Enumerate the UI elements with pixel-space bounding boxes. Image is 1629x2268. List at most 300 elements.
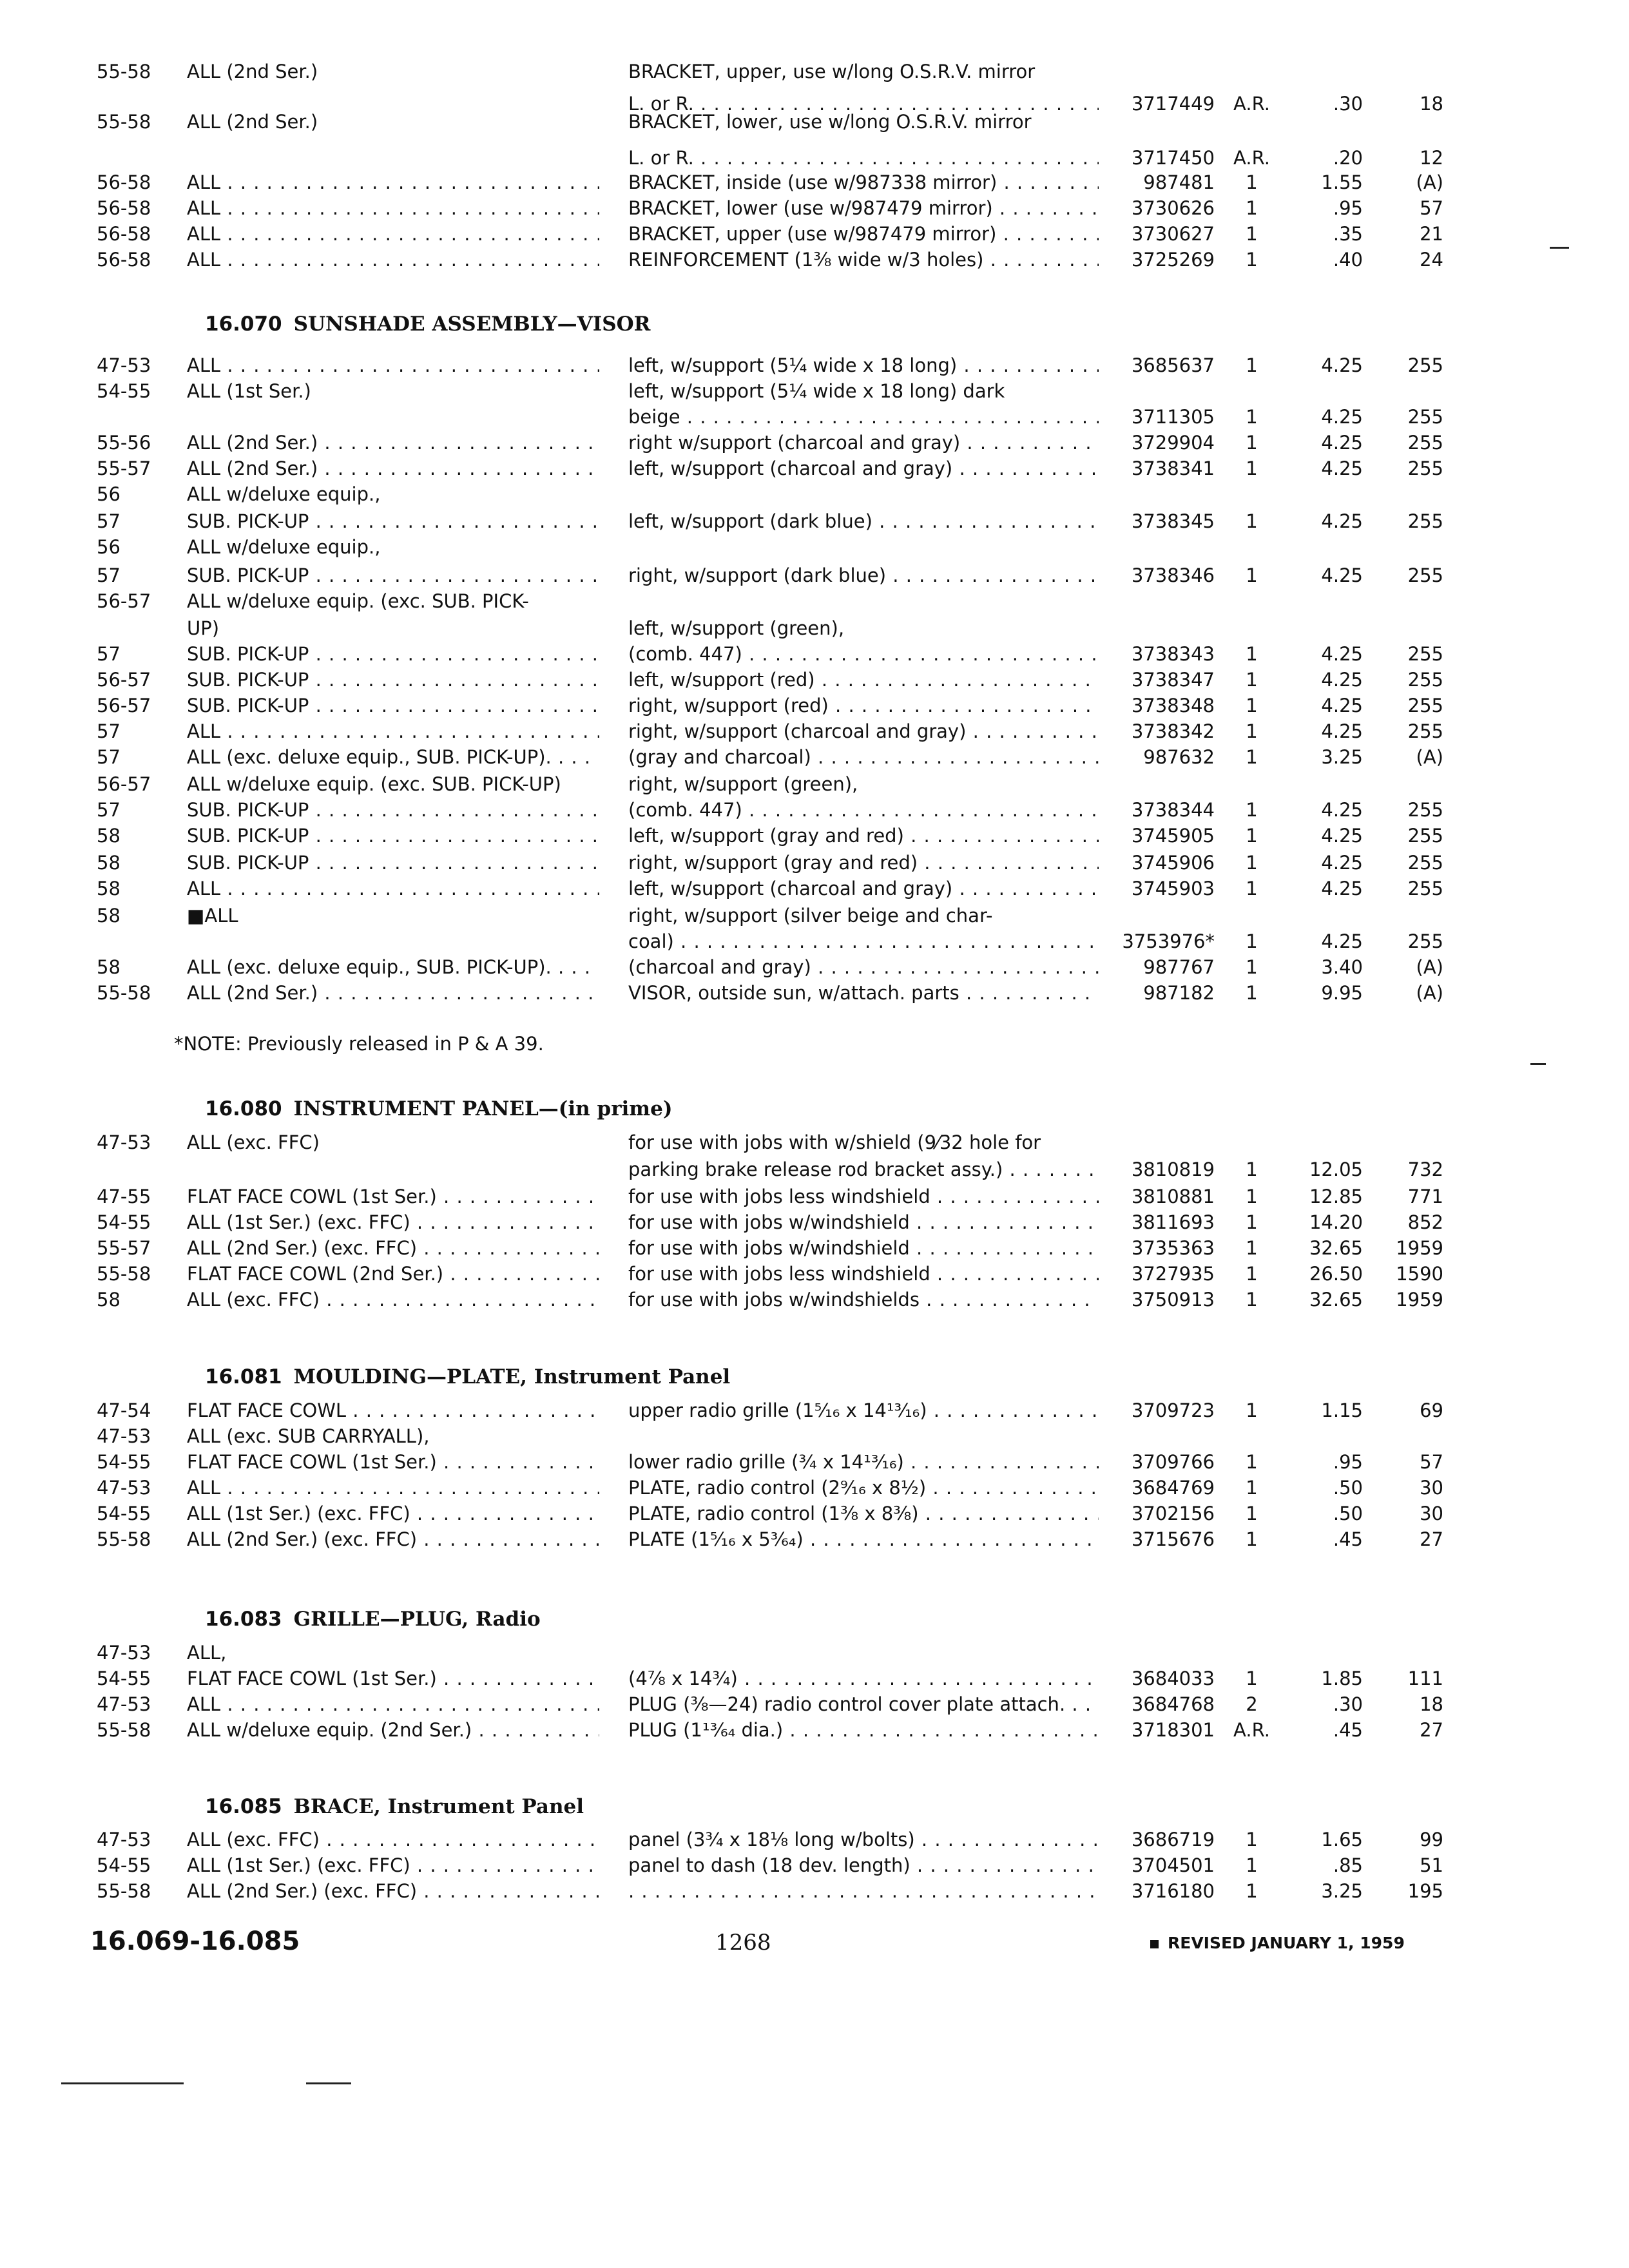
table-row	[0, 1826, 1629, 1853]
description-cell: panel (3¾ x 18⅛ long w/bolts) . . .	[628, 1826, 1099, 1853]
flat-rate-cell: (A)	[1416, 746, 1443, 768]
section-heading: 16.070 SUNSHADE ASSEMBLY—VISOR	[205, 312, 651, 336]
model-years-cell: 55-57	[97, 457, 151, 479]
quantity-cell: 1	[1246, 249, 1258, 271]
model-years-cell: 56-58	[97, 197, 151, 219]
description-cell: for use with jobs with w/shield (9⁄32 hole for	[628, 1131, 1041, 1153]
price-cell: .30	[1333, 93, 1363, 115]
flat-rate-cell: 111	[1407, 1667, 1443, 1689]
flat-rate-cell: 27	[1420, 1719, 1443, 1741]
description-cell: left, w/support (5¼ wide x 18 long) . . .	[628, 352, 1099, 379]
model-years-cell: 55-58	[97, 982, 151, 1004]
price-cell: 4.25	[1321, 643, 1363, 665]
description-cell: parking brake release rod bracket assy.) . . .	[628, 1156, 1099, 1183]
model-years-cell: 55-58	[97, 1263, 151, 1285]
table-row	[0, 195, 1629, 222]
model-years-cell: 57	[97, 643, 120, 665]
model-years-cell: 57	[97, 510, 120, 532]
model-cell: ALL . . .	[187, 718, 599, 745]
model-cell: FLAT FACE COWL . . .	[187, 1397, 599, 1424]
description-cell: (4⅞ x 14¾) . . .	[628, 1665, 1099, 1692]
description-cell: lower radio grille (¾ x 14¹³⁄₁₆) . . .	[628, 1448, 1099, 1475]
description-cell: left, w/support (dark blue) . . .	[628, 508, 1099, 535]
model-cell: ALL (2nd Ser.) (exc. FFC) . . .	[187, 1235, 599, 1262]
table-row	[0, 588, 1629, 615]
quantity-cell: 1	[1246, 1528, 1258, 1550]
quantity-cell: 1	[1246, 799, 1258, 821]
table-row	[0, 1260, 1629, 1287]
price-cell: 4.25	[1321, 354, 1363, 376]
table-row	[0, 979, 1629, 1006]
quantity-cell: 1	[1246, 432, 1258, 454]
quantity-cell: 1	[1246, 1211, 1258, 1233]
description-cell: right, w/support (silver beige and char-	[628, 905, 993, 927]
model-years-cell: 55-57	[97, 1237, 151, 1259]
part-number-cell: 3718301	[1131, 1719, 1215, 1741]
model-years-cell: 55-58	[97, 111, 151, 133]
quantity-cell: 1	[1246, 720, 1258, 742]
footnote: *NOTE: Previously released in P & A 39.	[174, 1033, 544, 1055]
table-row	[0, 849, 1629, 876]
table-row	[0, 771, 1629, 798]
part-number-cell: 3717450	[1131, 147, 1215, 169]
model-cell: ALL (2nd Ser.) . . .	[187, 455, 599, 482]
table-row	[0, 1526, 1629, 1553]
table-row	[0, 928, 1629, 955]
price-cell: .35	[1333, 223, 1363, 245]
part-number-cell: 3729904	[1131, 432, 1215, 454]
price-cell: 32.65	[1309, 1237, 1363, 1259]
description-cell: PLUG (⅜—24) radio control cover plate attach. . . .	[628, 1691, 1099, 1718]
description-cell: L. or R. . . .	[628, 144, 1099, 171]
flat-rate-cell: 255	[1407, 669, 1443, 691]
description-cell: L. or R. . . .	[628, 90, 1099, 117]
flat-rate-cell: 255	[1407, 930, 1443, 952]
model-years-cell: 56-57	[97, 669, 151, 691]
price-cell: 12.05	[1309, 1158, 1363, 1180]
part-number-cell: 987632	[1143, 746, 1215, 768]
flat-rate-cell: 1590	[1396, 1263, 1443, 1285]
description-cell: PLUG (1¹³⁄₆₄ dia.) . . .	[628, 1716, 1099, 1744]
quantity-cell: 1	[1246, 1854, 1258, 1876]
part-number-cell: 3686719	[1131, 1829, 1215, 1850]
section-heading: 16.085 BRACE, Instrument Panel	[205, 1795, 584, 1818]
table-row	[0, 1691, 1629, 1718]
flat-rate-cell: (A)	[1416, 982, 1443, 1004]
price-cell: 14.20	[1309, 1211, 1363, 1233]
model-cell: SUB. PICK-UP . . .	[187, 640, 599, 668]
table-row	[0, 533, 1629, 561]
quantity-cell: 1	[1246, 643, 1258, 665]
model-cell: ALL (2nd Ser.) . . .	[187, 429, 599, 456]
model-cell: ALL (1st Ser.) (exc. FFC) . . .	[187, 1852, 599, 1879]
flat-rate-cell: 255	[1407, 406, 1443, 428]
description-cell: coal) . . .	[628, 928, 1099, 955]
description-cell: left, w/support (gray and red) . . .	[628, 822, 1099, 849]
model-cell: ALL w/deluxe equip.,	[187, 536, 381, 558]
model-cell: ALL (2nd Ser.) . . .	[187, 979, 599, 1006]
description-cell: left, w/support (charcoal and gray) . . .	[628, 875, 1099, 902]
model-years-cell: 58	[97, 852, 120, 874]
price-cell: 1.15	[1321, 1399, 1363, 1421]
price-cell: 4.25	[1321, 878, 1363, 899]
model-years-cell: 54-55	[97, 1667, 151, 1689]
part-number-cell: 3738343	[1131, 643, 1215, 665]
part-number-cell: 3745906	[1131, 852, 1215, 874]
part-number-cell: 3716180	[1131, 1880, 1215, 1902]
price-cell: 9.95	[1321, 982, 1363, 1004]
model-cell: ALL . . .	[187, 1691, 599, 1718]
part-number-cell: 3709723	[1131, 1399, 1215, 1421]
quantity-cell: 1	[1246, 406, 1258, 428]
model-cell: FLAT FACE COWL (2nd Ser.) . . .	[187, 1260, 599, 1287]
table-row	[0, 1235, 1629, 1262]
part-number-cell: 3810881	[1131, 1186, 1215, 1207]
table-row	[0, 1423, 1629, 1450]
model-years-cell: 55-58	[97, 1880, 151, 1902]
table-row	[0, 954, 1629, 981]
price-cell: 1.65	[1321, 1829, 1363, 1850]
part-number-cell: 987767	[1143, 956, 1215, 978]
model-years-cell: 47-53	[97, 1693, 151, 1715]
flat-rate-cell: 255	[1407, 720, 1443, 742]
quantity-cell: 1	[1246, 223, 1258, 245]
part-number-cell: 3735363	[1131, 1237, 1215, 1259]
model-cell: ALL (2nd Ser.)	[187, 61, 318, 82]
description-cell: left, w/support (green),	[628, 617, 845, 639]
model-cell: ■ALL	[187, 905, 238, 927]
description-cell: right, w/support (dark blue) . . .	[628, 562, 1099, 589]
price-cell: 3.40	[1321, 956, 1363, 978]
table-row	[0, 58, 1629, 85]
model-years-cell: 56-58	[97, 171, 151, 193]
model-years-cell: 47-53	[97, 1477, 151, 1499]
quantity-cell: 1	[1246, 1158, 1258, 1180]
price-cell: 3.25	[1321, 1880, 1363, 1902]
model-cell: FLAT FACE COWL (1st Ser.) . . .	[187, 1183, 599, 1210]
quantity-cell: 1	[1246, 1289, 1258, 1311]
model-years-cell: 56-57	[97, 695, 151, 716]
table-row	[0, 455, 1629, 482]
table-row	[0, 1129, 1629, 1156]
part-number-cell: 3750913	[1131, 1289, 1215, 1311]
quantity-cell: 1	[1246, 695, 1258, 716]
part-number-cell: 3738341	[1131, 457, 1215, 479]
price-cell: 3.25	[1321, 746, 1363, 768]
model-years-cell: 47-55	[97, 1186, 151, 1207]
price-cell: .40	[1333, 249, 1363, 271]
model-years-cell: 54-55	[97, 1451, 151, 1473]
revision-marker-icon	[1150, 1940, 1159, 1948]
part-number-cell: 3684768	[1131, 1693, 1215, 1715]
description-cell: upper radio grille (1⁵⁄₁₆ x 14¹³⁄₁₆) . . .	[628, 1397, 1099, 1424]
description-cell: BRACKET, upper, use w/long O.S.R.V. mirror	[628, 61, 1036, 82]
part-number-cell: 3745905	[1131, 825, 1215, 847]
model-cell: ALL (exc. FFC) . . .	[187, 1826, 599, 1853]
part-number-cell: 3684033	[1131, 1667, 1215, 1689]
model-cell: ALL (exc. FFC)	[187, 1131, 320, 1153]
part-number-cell: 3711305	[1131, 406, 1215, 428]
price-cell: .45	[1333, 1528, 1363, 1550]
flat-rate-cell: 69	[1420, 1399, 1443, 1421]
model-years-cell: 58	[97, 1289, 120, 1311]
scan-mark	[306, 2082, 351, 2084]
flat-rate-cell: 30	[1420, 1503, 1443, 1524]
quantity-cell: A.R.	[1233, 93, 1270, 115]
description-cell: for use with jobs less windshield . . .	[628, 1260, 1099, 1287]
price-cell: 4.25	[1321, 406, 1363, 428]
quantity-cell: 1	[1246, 510, 1258, 532]
table-row	[0, 220, 1629, 247]
model-years-cell: 47-53	[97, 1642, 151, 1664]
scan-mark	[61, 2082, 184, 2084]
flat-rate-cell: 1959	[1396, 1289, 1443, 1311]
model-years-cell: 58	[97, 878, 120, 899]
description-cell: left, w/support (red) . . .	[628, 666, 1099, 693]
description-cell: BRACKET, upper (use w/987479 mirror) . . .	[628, 220, 1099, 247]
price-cell: 4.25	[1321, 432, 1363, 454]
model-cell: SUB. PICK-UP . . .	[187, 692, 599, 719]
table-row	[0, 1474, 1629, 1501]
description-cell: left, w/support (charcoal and gray) . . .	[628, 455, 1099, 482]
quantity-cell: 1	[1246, 171, 1258, 193]
flat-rate-cell: 195	[1407, 1880, 1443, 1902]
model-cell: ALL (2nd Ser.)	[187, 111, 318, 133]
flat-rate-cell: 255	[1407, 643, 1443, 665]
description-cell: right, w/support (gray and red) . . .	[628, 849, 1099, 876]
table-row	[0, 615, 1629, 642]
part-number-cell: 3717449	[1131, 93, 1215, 115]
table-row	[0, 1500, 1629, 1527]
model-cell: ALL (exc. deluxe equip., SUB. PICK-UP). . . .	[187, 744, 599, 771]
model-years-cell: 57	[97, 564, 120, 586]
part-number-cell: 3730627	[1131, 223, 1215, 245]
part-number-cell: 3745903	[1131, 878, 1215, 899]
table-row	[0, 1156, 1629, 1183]
table-row	[0, 1665, 1629, 1692]
quantity-cell: 1	[1246, 982, 1258, 1004]
quantity-cell: 2	[1246, 1693, 1258, 1715]
description-cell: PLATE (1⁵⁄₁₆ x 5³⁄₆₄) . . .	[628, 1526, 1099, 1553]
table-row	[0, 429, 1629, 456]
description-cell: REINFORCEMENT (1⅜ wide w/3 holes) . . .	[628, 246, 1099, 273]
model-years-cell: 56-57	[97, 773, 151, 795]
model-cell: SUB. PICK-UP . . .	[187, 849, 599, 876]
model-cell: ALL w/deluxe equip. (exc. SUB. PICK-	[187, 590, 529, 612]
flat-rate-cell: 51	[1420, 1854, 1443, 1876]
model-cell: ALL w/deluxe equip.,	[187, 483, 381, 505]
flat-rate-cell: 255	[1407, 510, 1443, 532]
table-row	[0, 1183, 1629, 1210]
part-number-cell: 3811693	[1131, 1211, 1215, 1233]
description-cell: right, w/support (charcoal and gray) . . .	[628, 718, 1099, 745]
model-cell: ALL (exc. SUB CARRYALL),	[187, 1425, 430, 1447]
model-cell: ALL (exc. deluxe equip., SUB. PICK-UP). . . .	[187, 954, 599, 981]
model-cell: UP)	[187, 617, 220, 639]
model-cell: ALL (1st Ser.) (exc. FFC) . . .	[187, 1500, 599, 1527]
table-row	[0, 403, 1629, 430]
model-cell: ALL . . .	[187, 352, 599, 379]
quantity-cell: 1	[1246, 746, 1258, 768]
model-cell: ALL . . .	[187, 1474, 599, 1501]
model-years-cell: 54-55	[97, 1211, 151, 1233]
model-years-cell: 58	[97, 905, 120, 927]
flat-rate-cell: 255	[1407, 799, 1443, 821]
section-range: 16.069-16.085	[90, 1927, 300, 1956]
flat-rate-cell: 18	[1420, 1693, 1443, 1715]
flat-rate-cell: 21	[1420, 223, 1443, 245]
section-heading: 16.083 GRILLE—PLUG, Radio	[205, 1608, 541, 1631]
model-cell: ALL . . .	[187, 220, 599, 247]
description-cell: VISOR, outside sun, w/attach. parts . . .	[628, 979, 1099, 1006]
part-number-cell: 3685637	[1131, 354, 1215, 376]
table-row	[0, 1716, 1629, 1744]
price-cell: 4.25	[1321, 669, 1363, 691]
table-row	[0, 562, 1629, 589]
table-row	[0, 169, 1629, 196]
table-row	[0, 508, 1629, 535]
flat-rate-cell: 771	[1407, 1186, 1443, 1207]
table-row	[0, 108, 1629, 135]
description-cell: for use with jobs w/windshield . . .	[628, 1209, 1099, 1236]
model-years-cell: 55-58	[97, 1528, 151, 1550]
flat-rate-cell: 18	[1420, 93, 1443, 115]
model-years-cell: 57	[97, 799, 120, 821]
model-cell: ALL . . .	[187, 195, 599, 222]
model-cell: ALL . . .	[187, 246, 599, 273]
description-cell: right, w/support (red) . . .	[628, 692, 1099, 719]
part-number-cell: 3810819	[1131, 1158, 1215, 1180]
price-cell: 32.65	[1309, 1289, 1363, 1311]
price-cell: .30	[1333, 1693, 1363, 1715]
model-years-cell: 57	[97, 720, 120, 742]
table-row	[0, 352, 1629, 379]
quantity-cell: 1	[1246, 457, 1258, 479]
quantity-cell: 1	[1246, 1880, 1258, 1902]
flat-rate-cell: 255	[1407, 354, 1443, 376]
model-cell: SUB. PICK-UP . . .	[187, 796, 599, 823]
model-years-cell: 56	[97, 483, 120, 505]
model-cell: ALL (2nd Ser.) (exc. FFC) . . .	[187, 1526, 599, 1553]
flat-rate-cell: 1959	[1396, 1237, 1443, 1259]
table-row	[0, 666, 1629, 693]
model-cell: ALL (1st Ser.)	[187, 380, 311, 402]
flat-rate-cell: 255	[1407, 457, 1443, 479]
price-cell: 4.25	[1321, 799, 1363, 821]
model-cell: FLAT FACE COWL (1st Ser.) . . .	[187, 1448, 599, 1475]
part-number-cell: 3738345	[1131, 510, 1215, 532]
flat-rate-cell: 255	[1407, 825, 1443, 847]
table-row	[0, 796, 1629, 823]
model-years-cell: 55-56	[97, 432, 151, 454]
model-years-cell: 47-54	[97, 1399, 151, 1421]
model-years-cell: 56-58	[97, 249, 151, 271]
model-cell: ALL (1st Ser.) (exc. FFC) . . .	[187, 1209, 599, 1236]
description-cell: (comb. 447) . . .	[628, 640, 1099, 668]
price-cell: 4.25	[1321, 720, 1363, 742]
model-cell: ALL,	[187, 1642, 227, 1664]
quantity-cell: 1	[1246, 1667, 1258, 1689]
table-row	[0, 692, 1629, 719]
quantity-cell: 1	[1246, 669, 1258, 691]
part-number-cell: 3738346	[1131, 564, 1215, 586]
quantity-cell: 1	[1246, 197, 1258, 219]
part-number-cell: 3725269	[1131, 249, 1215, 271]
quantity-cell: 1	[1246, 1399, 1258, 1421]
price-cell: 4.25	[1321, 695, 1363, 716]
flat-rate-cell: (A)	[1416, 956, 1443, 978]
quantity-cell: 1	[1246, 1237, 1258, 1259]
description-cell: for use with jobs w/windshields . . .	[628, 1286, 1099, 1313]
table-row	[0, 246, 1629, 273]
part-number-cell: 987481	[1143, 171, 1215, 193]
price-cell: 4.25	[1321, 825, 1363, 847]
description-cell: BRACKET, lower (use w/987479 mirror) . . .	[628, 195, 1099, 222]
part-number-cell: 3738342	[1131, 720, 1215, 742]
table-row	[0, 1852, 1629, 1879]
model-cell: ALL w/deluxe equip. (exc. SUB. PICK-UP)	[187, 773, 561, 795]
model-years-cell: 47-53	[97, 1425, 151, 1447]
quantity-cell: A.R.	[1233, 147, 1270, 169]
model-years-cell: 55-58	[97, 61, 151, 82]
flat-rate-cell: 12	[1420, 147, 1443, 169]
model-years-cell: 56	[97, 536, 120, 558]
price-cell: 4.25	[1321, 852, 1363, 874]
flat-rate-cell: 255	[1407, 852, 1443, 874]
part-number-cell: 3738344	[1131, 799, 1215, 821]
flat-rate-cell: 27	[1420, 1528, 1443, 1550]
revision-date: REVISED JANUARY 1, 1959	[1150, 1928, 1405, 1958]
table-row	[0, 718, 1629, 745]
part-number-cell: 3730626	[1131, 197, 1215, 219]
description-cell: left, w/support (5¼ wide x 18 long) dark	[628, 380, 1005, 402]
price-cell: .85	[1333, 1854, 1363, 1876]
table-row	[0, 144, 1629, 171]
quantity-cell: 1	[1246, 1477, 1258, 1499]
quantity-cell: 1	[1246, 1186, 1258, 1207]
quantity-cell: 1	[1246, 1503, 1258, 1524]
model-years-cell: 55-58	[97, 1719, 151, 1741]
quantity-cell: 1	[1246, 878, 1258, 899]
description-cell: BRACKET, inside (use w/987338 mirror) . . .	[628, 169, 1099, 196]
price-cell: 26.50	[1309, 1263, 1363, 1285]
price-cell: .95	[1333, 197, 1363, 219]
quantity-cell: A.R.	[1233, 1719, 1270, 1741]
model-years-cell: 47-53	[97, 1829, 151, 1850]
description-cell	[628, 1878, 1099, 1905]
description-cell: (comb. 447) . . .	[628, 796, 1099, 823]
model-cell: SUB. PICK-UP . . .	[187, 666, 599, 693]
description-cell: right w/support (charcoal and gray) . . .	[628, 429, 1099, 456]
part-number-cell: 3709766	[1131, 1451, 1215, 1473]
part-number-cell: 3702156	[1131, 1503, 1215, 1524]
description-cell: PLATE, radio control (1⅜ x 8⅜) . . .	[628, 1500, 1099, 1527]
scan-mark	[1550, 247, 1569, 249]
model-cell: ALL . . .	[187, 875, 599, 902]
table-row	[0, 875, 1629, 902]
part-number-cell: 3738348	[1131, 695, 1215, 716]
price-cell: .50	[1333, 1503, 1363, 1524]
model-cell: SUB. PICK-UP . . .	[187, 822, 599, 849]
quantity-cell: 1	[1246, 852, 1258, 874]
description-cell: beige . . .	[628, 403, 1099, 430]
table-row	[0, 822, 1629, 849]
flat-rate-cell: 732	[1407, 1158, 1443, 1180]
quantity-cell: 1	[1246, 354, 1258, 376]
price-cell: 12.85	[1309, 1186, 1363, 1207]
model-years-cell: 56-58	[97, 223, 151, 245]
price-cell: 4.25	[1321, 510, 1363, 532]
